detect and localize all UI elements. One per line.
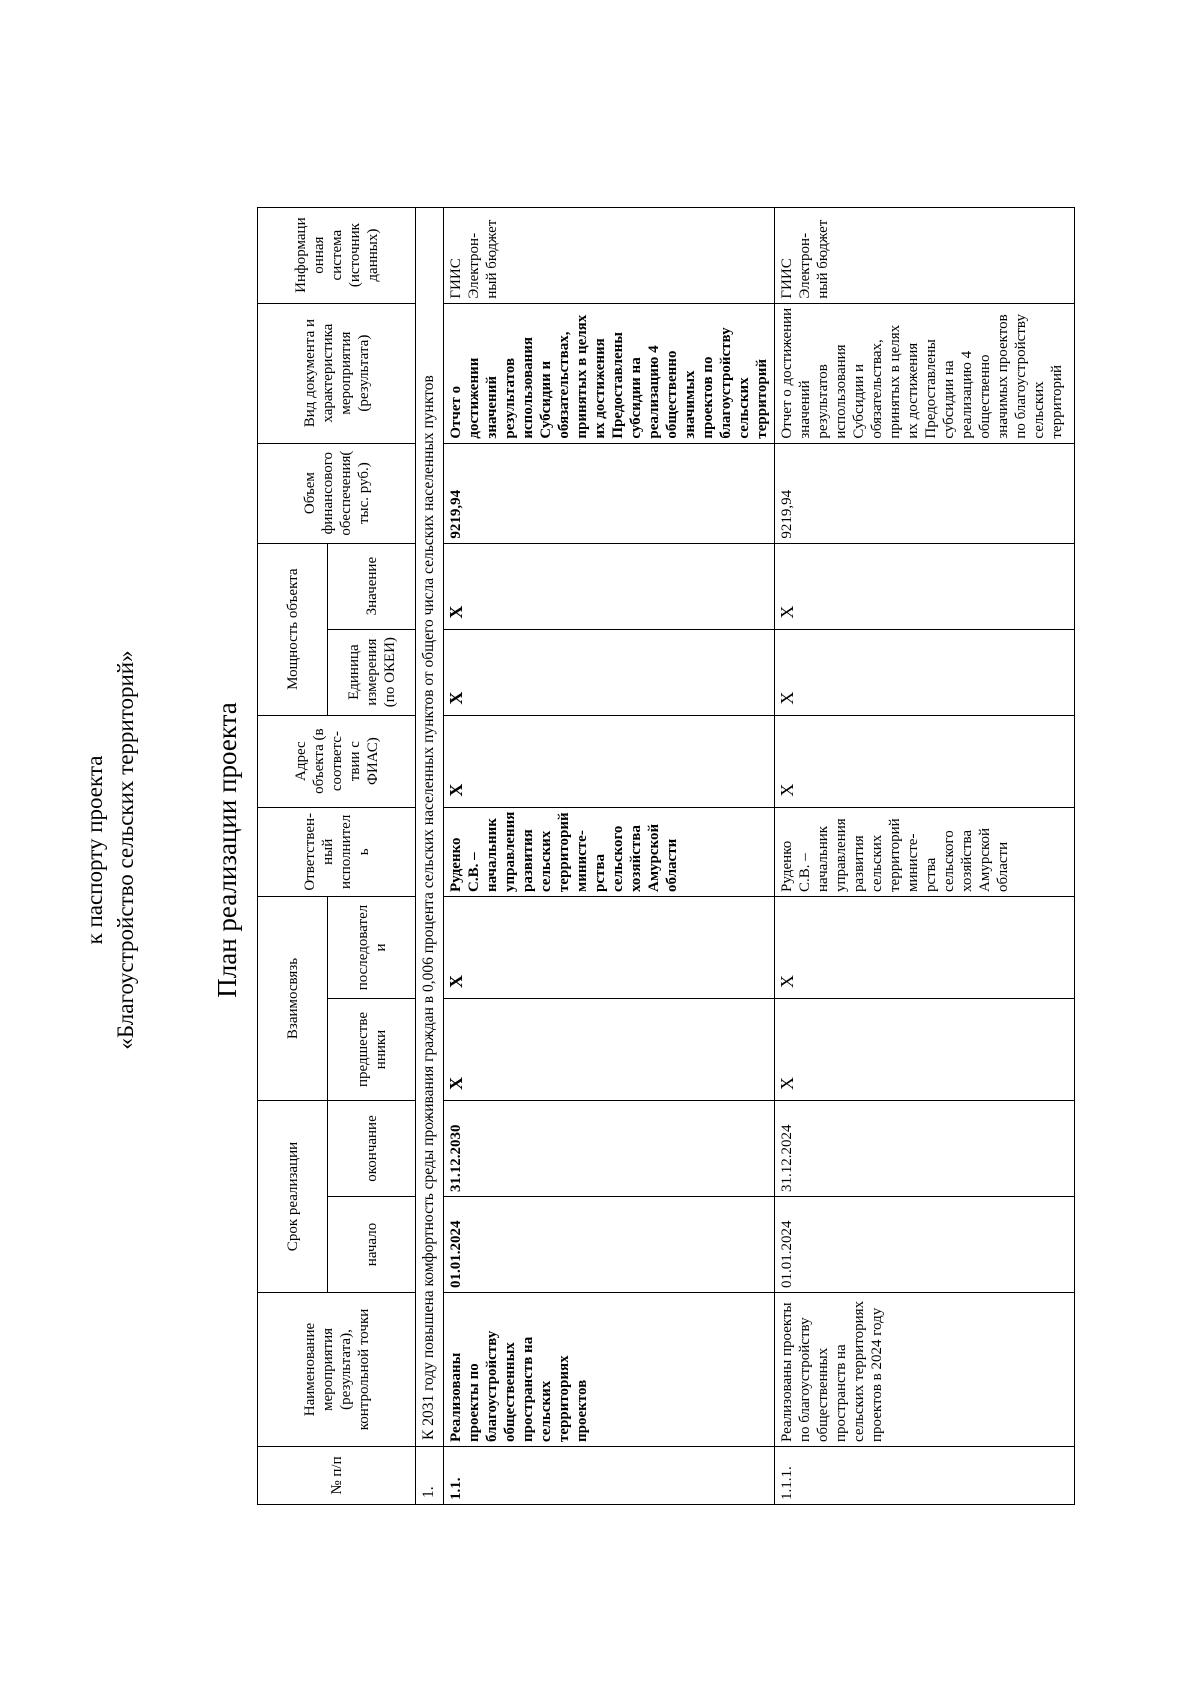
row-predecessors: X bbox=[444, 999, 775, 1101]
col-header-responsible: Ответствен- ный исполнител ь bbox=[258, 807, 416, 896]
row-funding: 9219,94 bbox=[775, 443, 1075, 543]
row-successors: X bbox=[775, 897, 1075, 999]
row-num: 1.1.1. bbox=[775, 1447, 1075, 1505]
col-header-name: Наименование мероприятия (результата), контрольной точки bbox=[258, 1293, 416, 1447]
row-unit: X bbox=[444, 629, 775, 715]
row-start-date: 01.01.2024 bbox=[444, 1197, 775, 1293]
row-end-date: 31.12.2030 bbox=[444, 1101, 775, 1197]
row-funding: 9219,94 bbox=[444, 443, 775, 543]
row-successors: X bbox=[444, 897, 775, 999]
col-header-link: Взаимосвязь bbox=[258, 897, 328, 1101]
row-address: X bbox=[775, 715, 1075, 807]
row-responsible: Руденко С.В. – начальник управления развития сельских территорий министе- рства сельского хозяйства Амурской области bbox=[444, 807, 775, 896]
row-value: X bbox=[775, 543, 1075, 629]
col-header-unit: Единица измерения (по ОКЕИ) bbox=[328, 629, 416, 715]
row-num: 1.1. bbox=[444, 1447, 775, 1505]
row-name: Реализованы проекты по благоустройству общественных пространств на сельских территориях проектов bbox=[444, 1293, 775, 1447]
col-header-power: Мощность объекта bbox=[258, 543, 328, 715]
table-row bbox=[444, 207, 775, 1504]
row-source: ГИИС Электрон- ный бюджет bbox=[444, 207, 775, 303]
col-header-document: Вид документа и характеристика мероприятия (результата) bbox=[258, 303, 416, 443]
col-header-start: начало bbox=[328, 1197, 416, 1293]
row-predecessors: X bbox=[775, 999, 1075, 1101]
section-row bbox=[416, 207, 444, 1504]
row-address: X bbox=[444, 715, 775, 807]
row-responsible: Руденко С.В. – начальник управления развития сельских территорий министе- рства сельского хозяйства Амурской области bbox=[775, 807, 1075, 896]
row-start-date: 01.01.2024 bbox=[775, 1197, 1075, 1293]
row-name: Реализованы проекты по благоустройству общественных пространств на сельских территориях проектов в 2024 году bbox=[775, 1293, 1075, 1447]
col-header-predecessors: предшестве нники bbox=[328, 999, 416, 1101]
row-value: X bbox=[444, 543, 775, 629]
section-goal: К 2031 году повышена комфортность среды проживания граждан в 0,006 процента сельских населенных пунктов от общего числа сельских населенных пунктов bbox=[416, 207, 444, 1446]
implementation-plan-table bbox=[257, 207, 1075, 1505]
col-header-funding: Объем финансового обеспечения( тыс. руб.) bbox=[258, 443, 416, 543]
col-header-num: № п/п bbox=[258, 1447, 416, 1505]
row-document: Отчет о достижении значений результатов использования Субсидии и обязательствах, принятых в целях их достижения Предоставлены субсидии на реализацию 4 общественно значимых проектов по благоустройству сельских территорий bbox=[444, 303, 775, 443]
col-header-source: Информаци онная система (источник данных) bbox=[258, 207, 416, 303]
col-header-end: окончание bbox=[328, 1101, 416, 1197]
row-end-date: 31.12.2024 bbox=[775, 1101, 1075, 1197]
col-header-successors: последовател и bbox=[328, 897, 416, 999]
col-header-value: Значение bbox=[328, 543, 416, 629]
row-unit: X bbox=[775, 629, 1075, 715]
page-title: План реализации проекта bbox=[212, 702, 242, 998]
table-row bbox=[775, 207, 1075, 1504]
section-num: 1. bbox=[416, 1447, 444, 1505]
row-document: Отчет о достижении значений результатов использования Субсидии и обязательствах, принятых в целях их достижения Предоставлены субсидии на реализацию 4 общественно значимых проектов по благоустройству сельских территорий bbox=[775, 303, 1075, 443]
annex-reference: к паспорту проекта bbox=[82, 755, 107, 945]
row-source: ГИИС Электрон- ный бюджет bbox=[775, 207, 1075, 303]
col-header-address: Адрес объекта (в соответс- твии с ФИАС) bbox=[258, 715, 416, 807]
project-name: «Благоустройство сельских территорий» bbox=[113, 650, 138, 1050]
col-header-term: Срок реализации bbox=[258, 1101, 328, 1293]
